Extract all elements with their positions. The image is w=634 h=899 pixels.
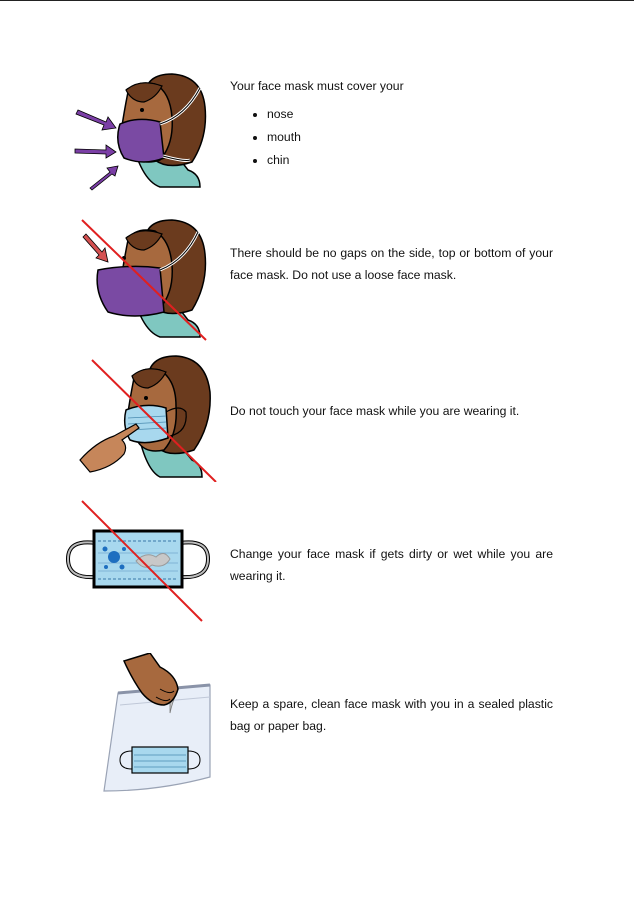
bullet-mouth: • mouth: [267, 126, 553, 149]
section-text: Change your face mask if gets dirty or wet while you are wearing it.: [230, 547, 553, 583]
section-text: Do not touch your face mask while you are wearing it.: [230, 404, 520, 418]
loose-mask-crossed-icon: [60, 212, 220, 342]
dirty-mask-crossed-icon: [60, 497, 220, 627]
cover-bullet-list: [230, 103, 553, 172]
spare-mask-bag-icon: [60, 653, 220, 798]
face-mask-cover-icon: [60, 62, 220, 192]
bullet-chin: • chin: [267, 149, 553, 172]
section-text: [230, 75, 553, 172]
cover-intro-text: Your face mask must cover your: [230, 79, 404, 93]
bullet-nose: • nose: [267, 103, 553, 126]
touch-mask-crossed-icon: [60, 352, 220, 482]
section-text: There should be no gaps on the side, top or bottom of your face mask. Do not use a loose face mask.: [230, 246, 553, 282]
section-text: Keep a spare, clean face mask with you in a sealed plastic bag or paper bag.: [230, 697, 553, 733]
top-rule: [0, 0, 634, 1]
